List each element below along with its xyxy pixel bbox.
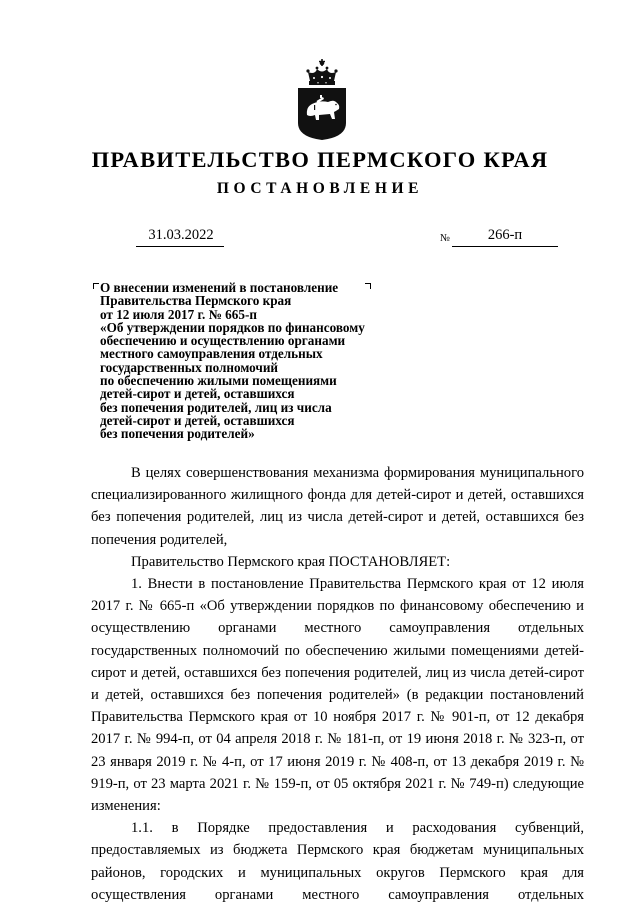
- document-subject: [100, 281, 420, 441]
- body-paragraph: В целях совершенствования механизма формирования муниципального специализированного жилищного фонда для детей-сирот и детей, оставшихся без попечения родителей, лиц из числа детей-сирот и детей, оставшихся без попечения родителей,: [91, 465, 584, 548]
- subject-line: без попечения родителей, лиц из числа: [100, 399, 332, 415]
- subject-line: «Об утверждении порядков по финансовому: [100, 319, 365, 335]
- document-number: 266-п: [487, 227, 523, 243]
- subject-line: по обеспечению жилыми помещениями: [100, 373, 337, 389]
- subject-line: местного самоуправления отдельных: [100, 346, 323, 362]
- date-underline: [136, 246, 224, 247]
- document-body: [91, 462, 584, 906]
- document-type: ПОСТАНОВЛЕНИЕ: [216, 180, 424, 197]
- subject-line: государственных полномочий: [100, 359, 279, 375]
- subject-line: Правительства Пермского края: [100, 293, 292, 309]
- subject-line: обеспечению и осуществлению органами: [100, 333, 346, 349]
- subject-line: детей-сирот и детей, оставшихся: [100, 386, 295, 402]
- subject-line: от 12 июля 2017 г. № 665-п: [100, 306, 257, 322]
- government-title: ПРАВИТЕЛЬСТВО ПЕРМСКОГО КРАЯ: [91, 147, 549, 172]
- document-date: 31.03.2022: [148, 227, 214, 243]
- number-underline: [452, 246, 558, 247]
- subject-line: без попечения родителей»: [100, 426, 255, 442]
- body-paragraph: Правительство Пермского края ПОСТАНОВЛЯЕТ:: [131, 553, 451, 570]
- subject-bracket-left: [93, 283, 99, 289]
- subject-line: О внесении изменений в постановление: [100, 280, 339, 295]
- coat-of-arms-icon: [295, 57, 349, 141]
- body-paragraph: 1. Внести в постановление Правительства Пермского края от 12 июля 2017 г. № 665-п «Об утверждении порядков по финансовому обеспечению и осуществлению органами местного самоуправления отдельных государственных полномочий по обеспечению жилыми помещениями детей-сирот и детей, оставшихся без попечения родителей, лиц из числа детей-сирот и детей, оставшихся без попечения родителей» (в редакции постановлений Правительства Пермского края от 10 ноября 2017 г. № 901-п, от 12 декабря 2017 г. № 994-п, от 04 апреля 2018 г. № 181-п, от 19 июня 2018 г. № 323-п, от 23 января 2019 г. № 4-п, от 17 июня 2019 г. № 408-п, от 13 декабря 2019 г. № 919-п, от 23 марта 2021 г. № 159-п, от 05 октября 2021 г. № 749-п) следующие изменения:: [91, 576, 584, 815]
- body-paragraph: 1.1. в Порядке предоставления и расходования субвенций, предоставляемых из бюджета Пермского края бюджетам муниципальных районов, городских и муниципальных округов Пермского края для осуществления органами местного самоуправления отдельных: [91, 820, 584, 903]
- number-sign: №: [440, 233, 451, 244]
- subject-line: детей-сирот и детей, оставшихся: [100, 412, 295, 428]
